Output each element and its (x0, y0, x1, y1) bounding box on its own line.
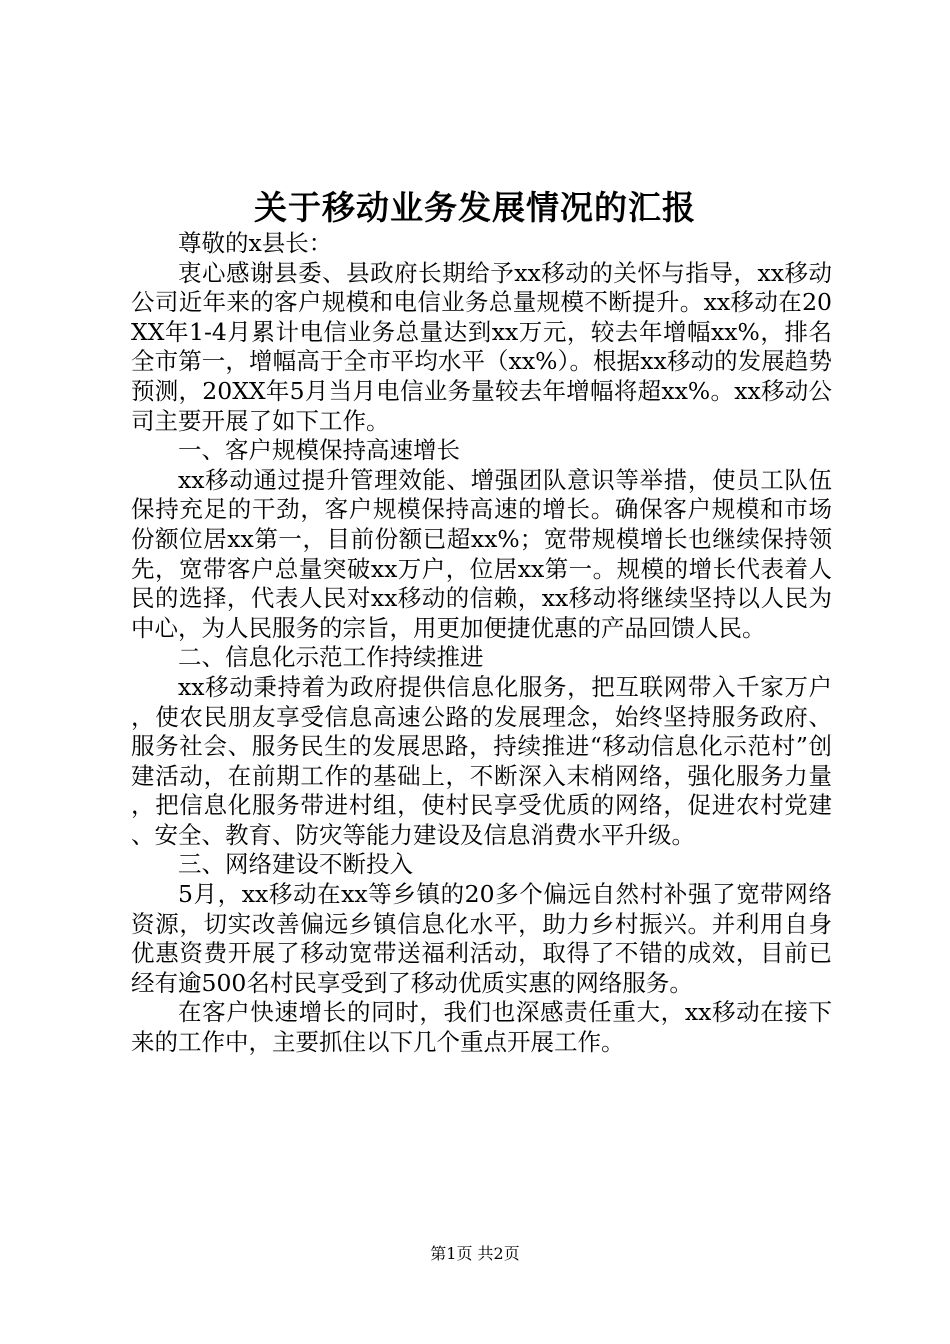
document-title: 关于移动业务发展情况的汇报 (254, 188, 696, 227)
section-3-paragraph: 5月，xx移动在xx等乡镇的20多个偏远自然村补强了宽带网络资源，切实改善偏远乡镇信息化水平，助力乡村振兴。并利用自身优惠资费开展了移动宽带送福利活动，取得了不错的成效，目前已经有逾500名村民享受到了移动优质实惠的网络服务。 (131, 880, 832, 997)
salutation: 尊敬的x县长： (178, 229, 333, 257)
section-3-heading: 三、网络建设不断投入 (178, 850, 413, 879)
section-1-paragraph: xx移动通过提升管理效能、增强团队意识等举措，使员工队伍保持充足的干劲，客户规模保持高速的增长。确保客户规模和市场份额位居xx第一，目前份额已超xx%；宽带规模增长也继续保持领先，宽带客户总量突破xx万户，位居xx第一。规模的增长代表着人民的选择，代表人民对xx移动的信赖，xx移动将继续坚持以人民为中心，为人民服务的宗旨，用更加便捷优惠的产品回馈人民。 (131, 465, 832, 642)
document-body (131, 229, 832, 1058)
section-2-paragraph: xx移动秉持着为政府提供信息化服务，把互联网带入千家万户，使农民朋友享受信息高速公路的发展理念，始终坚持服务政府、服务社会、服务民生的发展思路，持续推进“移动信息化示范村”创建活动，在前期工作的基础上，不断深入末梢网络，强化服务力量，把信息化服务带进村组，使村民享受优质的网络，促进农村党建、安全、教育、防灾等能力建设及信息消费水平升级。 (131, 672, 832, 849)
closing-paragraph: 在客户快速增长的同时，我们也深感责任重大，xx移动在接下来的工作中，主要抓住以下几个重点开展工作。 (131, 998, 832, 1057)
intro-paragraph: 衷心感谢县委、县政府长期给予xx移动的关怀与指导，xx移动公司近年来的客户规模和电信业务总量规模不断提升。xx移动在20XX年1-4月累计电信业务总量达到xx万元，较去年增幅xx%，排名全市第一，增幅高于全市平均水平（xx%）。根据xx移动的发展趋势预测，20XX年5月当月电信业务量较去年增幅将超xx%。xx移动公司主要开展了如下工作。 (131, 258, 832, 435)
page-number-footer: 第1页 共2页 (430, 1244, 520, 1263)
section-1-heading: 一、客户规模保持高速增长 (178, 436, 460, 465)
section-2-heading: 二、信息化示范工作持续推进 (178, 643, 484, 672)
